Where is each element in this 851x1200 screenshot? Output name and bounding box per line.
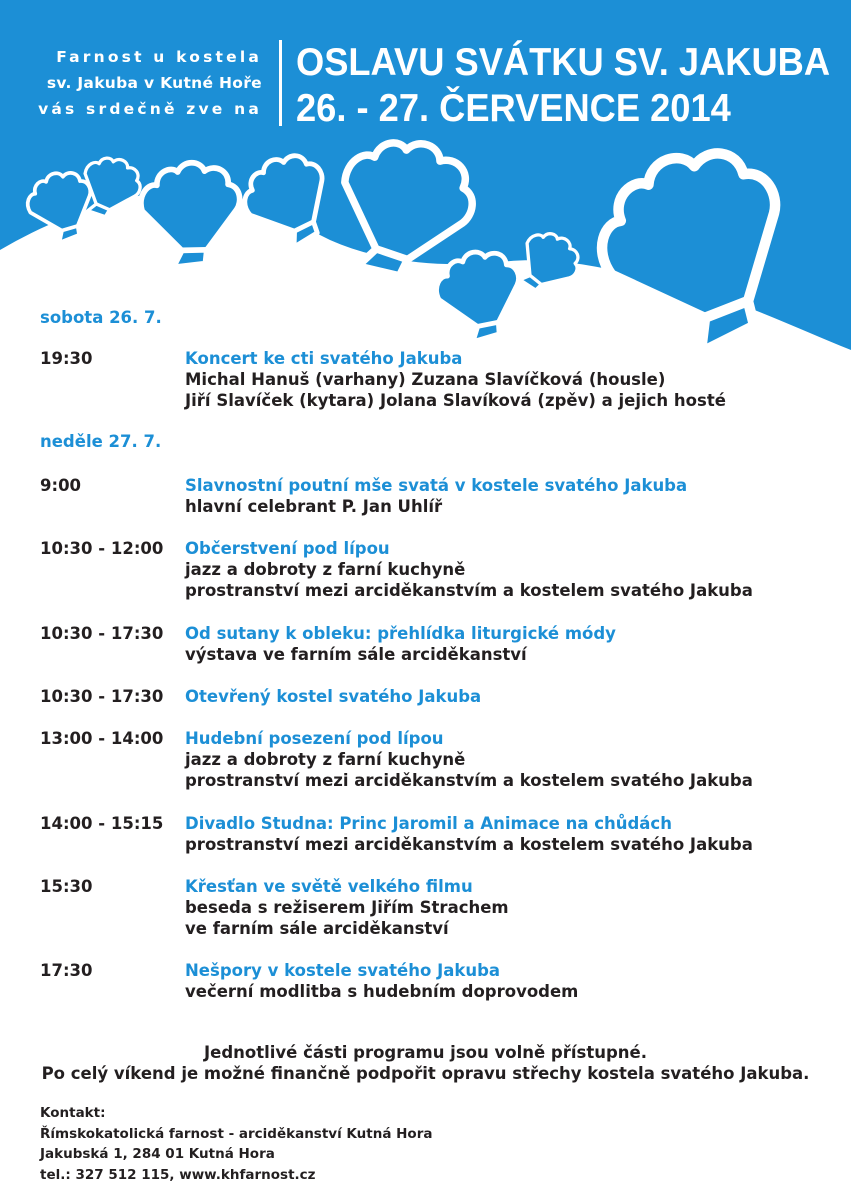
event-title: Divadlo Studna: Princ Jaromil a Animace na chůdách	[185, 814, 672, 833]
event-time: 19:30	[40, 349, 93, 368]
day-heading-sunday: neděle 27. 7.	[40, 432, 162, 451]
event-time: 10:30 - 12:00	[40, 539, 164, 558]
inviter-line-2: sv. Jakuba v Kutné Hoře	[46, 74, 262, 92]
event-detail: beseda s režiserem Jiřím Strachem	[185, 898, 509, 917]
event-title: Od sutany k obleku: přehlídka liturgické módy	[185, 624, 616, 643]
event-detail: prostranství mezi arciděkanstvím a kostelem svatého Jakuba	[185, 581, 753, 600]
event-detail: výstava ve farním sále arciděkanství	[185, 645, 527, 664]
event-title: Křesťan ve světě velkého filmu	[185, 877, 473, 896]
contact-organization: Římskokatolická farnost - arciděkanství Kutná Hora	[40, 1125, 433, 1142]
event-title: Nešpory v kostele svatého Jakuba	[185, 961, 501, 980]
event-detail: večerní modlitba s hudebním doprovodem	[185, 982, 579, 1001]
inviter-line-3: vás srdečně zve na	[38, 100, 262, 118]
day-heading-saturday: sobota 26. 7.	[40, 308, 162, 327]
event-detail: jazz a dobroty z farní kuchyně	[185, 560, 466, 579]
access-note: Jednotlivé části programu jsou volně přístupné.	[204, 1043, 647, 1062]
event-detail: hlavní celebrant P. Jan Uhlíř	[185, 497, 443, 516]
title-line-2: 26. - 27. ČERVENCE 2014	[296, 87, 731, 130]
event-detail: Jiří Slavíček (kytara) Jolana Slavíková (zpěv) a jejich hosté	[185, 391, 726, 410]
event-detail: ve farním sále arciděkanství	[185, 919, 449, 938]
event-time: 10:30 - 17:30	[40, 624, 164, 643]
event-time: 10:30 - 17:30	[40, 687, 164, 706]
donation-note: Po celý víkend je možné finančně podpořit opravu střechy kostela svatého Jakuba.	[41, 1064, 810, 1083]
event-title: Otevřený kostel svatého Jakuba	[185, 687, 482, 706]
event-title: Občerstvení pod lípou	[185, 539, 390, 558]
title-line-1: OSLAVU SVÁTKU SV. JAKUBA	[296, 41, 831, 84]
contact-block	[40, 1103, 432, 1185]
event-time: 15:30	[40, 877, 93, 896]
inviter-line-1: Farnost u kostela	[56, 48, 262, 66]
event-title: Koncert ke cti svatého Jakuba	[185, 349, 463, 368]
event-time: 9:00	[40, 476, 82, 495]
page-title	[296, 40, 830, 132]
header-divider	[279, 40, 282, 126]
contact-address: Jakubská 1, 284 01 Kutná Hora	[40, 1146, 275, 1162]
contact-heading: Kontakt:	[40, 1105, 106, 1121]
contact-phone-web: tel.: 327 512 115, www.khfarnost.cz	[40, 1166, 316, 1183]
event-detail: Michal Hanuš (varhany) Zuzana Slavíčková (housle)	[185, 370, 666, 389]
event-detail: prostranství mezi arciděkanstvím a kostelem svatého Jakuba	[185, 835, 753, 854]
event-time: 17:30	[40, 961, 93, 980]
event-title: Slavnostní poutní mše svatá v kostele svatého Jakuba	[185, 476, 688, 495]
event-detail: jazz a dobroty z farní kuchyně	[185, 750, 466, 769]
event-time: 13:00 - 14:00	[40, 729, 164, 748]
event-time: 14:00 - 15:15	[40, 814, 164, 833]
inviter-text	[18, 44, 262, 122]
event-detail: prostranství mezi arciděkanstvím a kostelem svatého Jakuba	[185, 771, 753, 790]
event-title: Hudební posezení pod lípou	[185, 729, 444, 748]
